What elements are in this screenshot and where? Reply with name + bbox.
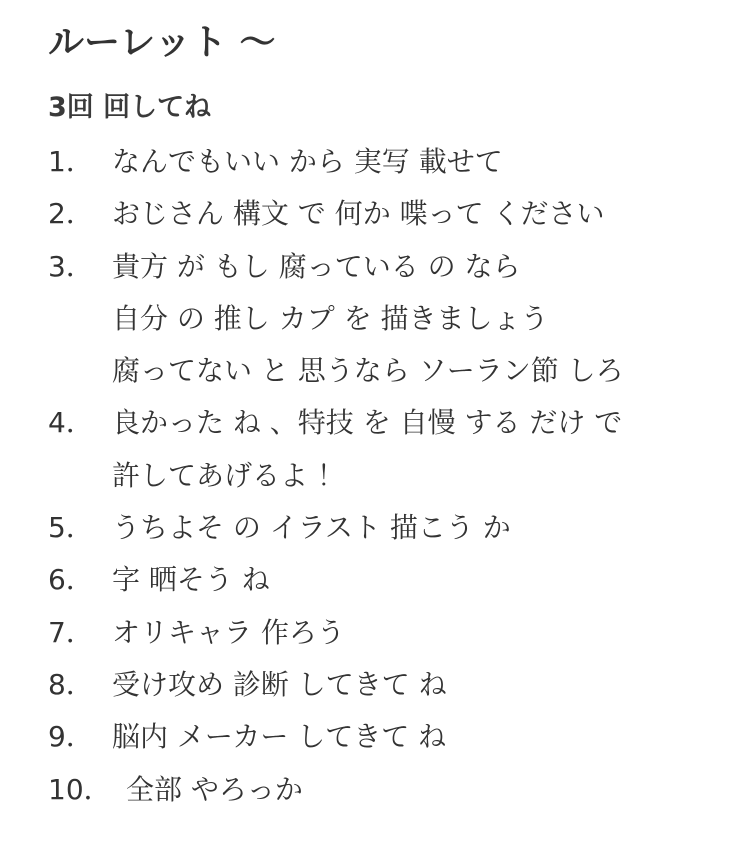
item-number: 8． (48, 667, 94, 701)
item-text: 良かった ね 、特技 を 自慢 する だけ で (112, 406, 623, 440)
item-number: 6． (48, 563, 94, 597)
item-number: 9． (48, 720, 94, 754)
list-item (48, 764, 728, 816)
list-item (48, 659, 728, 711)
item-number: 1． (48, 145, 94, 178)
item-number: 3． (48, 249, 94, 283)
item-number: 2． (48, 197, 94, 231)
list-item (48, 136, 728, 188)
item-number: 4． (48, 406, 94, 440)
item-number: 5． (48, 511, 94, 545)
page-title: ルーレット 〜 (48, 22, 276, 63)
item-number: 10． (48, 772, 112, 806)
item-text: おじさん 構文 で 何か 喋って ください (112, 197, 605, 231)
list-item (48, 554, 728, 606)
item-continuation: 許してあげるよ ！ (112, 458, 345, 492)
item-text: 全部 やろっか (126, 772, 303, 806)
item-text: 字 晒そう ね (112, 563, 270, 597)
item-text: オリキャラ 作ろう (112, 615, 345, 649)
subtitle: 3回 回してね (48, 92, 212, 123)
list-item (48, 607, 728, 659)
item-text: 脳内 メーカー してきて ね (112, 720, 447, 754)
item-continuation: 自分 の 推し カプ を 描きましょう (112, 301, 549, 335)
list-item (48, 397, 728, 449)
item-text: 貴方 が もし 腐っている の なら (112, 249, 521, 283)
list-item (48, 188, 728, 240)
item-text: うちよそ の イラスト 描こう か (112, 511, 511, 545)
item-continuation: 腐ってない と 思うなら ソーラン節 しろ (112, 354, 624, 388)
list-item (48, 241, 728, 293)
item-text: 受け攻め 診断 してきて ね (112, 667, 447, 701)
list-item (48, 711, 728, 763)
list-item (48, 502, 728, 554)
item-text: なんでもいい から 実写 載せて (112, 145, 503, 178)
roulette-list (48, 136, 728, 816)
item-number: 7． (48, 615, 94, 649)
